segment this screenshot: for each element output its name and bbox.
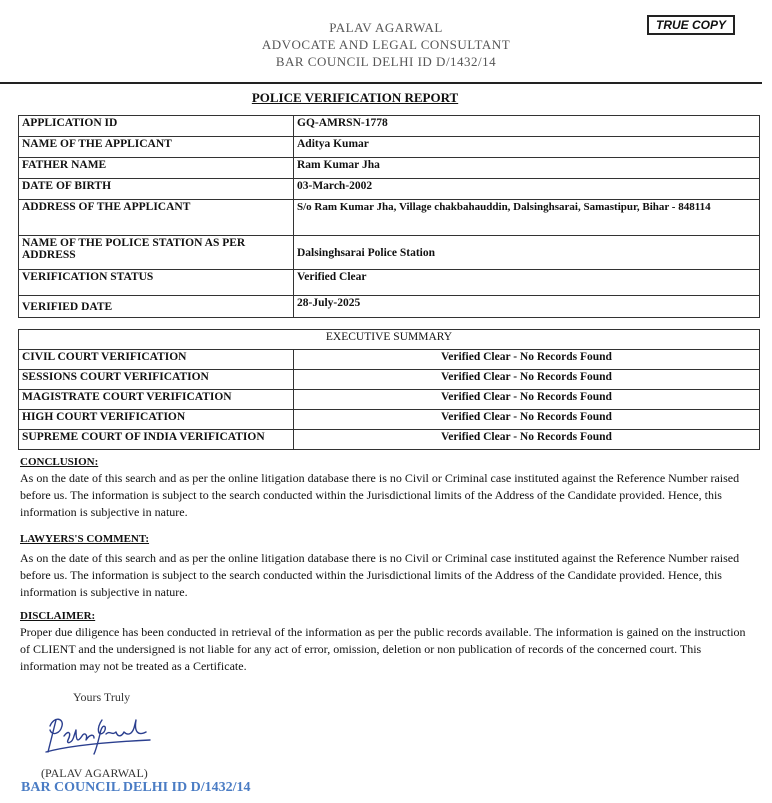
advocate-designation: ADVOCATE AND LEGAL CONSULTANT: [261, 37, 511, 52]
table-row: [19, 390, 760, 410]
detail-label: APPLICATION ID: [19, 116, 294, 137]
table-row: [19, 350, 760, 370]
detail-label: ADDRESS OF THE APPLICANT: [19, 200, 294, 236]
report-title: POLICE VERIFICATION REPORT: [251, 90, 459, 105]
handwritten-signature: [38, 712, 158, 764]
conclusion-text: As on the date of this search and as per the online litigation database there is no Civil or Criminal case instituted against the Reference Number raised before us. The information is subject to the search conducted within the Jurisdictional limits of the Address of the Candidate provided. Hence, this information is subjective in nature.: [20, 471, 740, 519]
detail-label: VERIFIED DATE: [19, 296, 294, 318]
summary-value: Verified Clear - No Records Found: [294, 370, 760, 390]
table-row: [19, 296, 760, 318]
table-row: [19, 330, 760, 350]
detail-value: 28-July-2025: [294, 296, 760, 318]
summary-label: HIGH COURT VERIFICATION: [19, 410, 294, 430]
advocate-name: PALAV AGARWAL: [329, 20, 443, 35]
lawyers-comment-text: As on the date of this search and as per the online litigation database there is no Civil or Criminal case instituted against the Reference Number raised before us. The information is subject to the search conducted within the Jurisdictional limits of the Address of the Candidate provided. Hence, this information is subjective in nature.: [20, 551, 740, 599]
detail-label: VERIFICATION STATUS: [19, 270, 294, 296]
table-row: [19, 179, 760, 200]
detail-label: NAME OF THE POLICE STATION AS PER ADDRESS: [19, 236, 294, 270]
detail-value: Aditya Kumar: [294, 137, 760, 158]
summary-title: EXECUTIVE SUMMARY: [19, 330, 760, 350]
true-copy-stamp: TRUE COPY: [647, 15, 735, 35]
signatory-bar-id: BAR COUNCIL DELHI ID D/1432/14: [21, 780, 251, 795]
table-row: [19, 116, 760, 137]
detail-label: DATE OF BIRTH: [19, 179, 294, 200]
table-row: [19, 137, 760, 158]
detail-value: Dalsinghsarai Police Station: [294, 236, 760, 270]
detail-value: S/o Ram Kumar Jha, Village chakbahauddin, Dalsinghsarai, Samastipur, Bihar - 848114: [294, 200, 760, 236]
executive-summary-table: [18, 329, 760, 450]
detail-value: GQ-AMRSN-1778: [294, 116, 760, 137]
summary-label: SESSIONS COURT VERIFICATION: [19, 370, 294, 390]
conclusion-title: CONCLUSION:: [20, 456, 99, 468]
closing-salutation: Yours Truly: [73, 690, 131, 704]
advocate-bar-id: BAR COUNCIL DELHI ID D/1432/14: [275, 54, 497, 69]
detail-value: Ram Kumar Jha: [294, 158, 760, 179]
table-row: [19, 370, 760, 390]
lawyers-comment-title: LAWYERS'S COMMENT:: [20, 533, 150, 545]
table-row: [19, 236, 760, 270]
summary-value: Verified Clear - No Records Found: [294, 410, 760, 430]
table-row: [19, 200, 760, 236]
summary-value: Verified Clear - No Records Found: [294, 430, 760, 450]
summary-label: CIVIL COURT VERIFICATION: [19, 350, 294, 370]
table-row: [19, 270, 760, 296]
details-table: [18, 115, 760, 318]
detail-label: FATHER NAME: [19, 158, 294, 179]
summary-label: SUPREME COURT OF INDIA VERIFICATION: [19, 430, 294, 450]
detail-label: NAME OF THE APPLICANT: [19, 137, 294, 158]
summary-value: Verified Clear - No Records Found: [294, 350, 760, 370]
detail-value: 03-March-2002: [294, 179, 760, 200]
header-divider: [0, 82, 762, 84]
signatory-name: (PALAV AGARWAL): [41, 766, 148, 780]
table-row: [19, 430, 760, 450]
disclaimer-text: Proper due diligence has been conducted in retrieval of the information as per the public records available. The information is gained on the instruction of CLIENT and the undersigned is not liable for any act of error, omission, deletion or non publication of records of the concerned court. This information may not be treated as a Certificate.: [20, 625, 746, 673]
summary-value: Verified Clear - No Records Found: [294, 390, 760, 410]
table-row: [19, 158, 760, 179]
detail-value: Verified Clear: [294, 270, 760, 296]
summary-label: MAGISTRATE COURT VERIFICATION: [19, 390, 294, 410]
table-row: [19, 410, 760, 430]
disclaimer-title: DISCLAIMER:: [20, 610, 96, 622]
